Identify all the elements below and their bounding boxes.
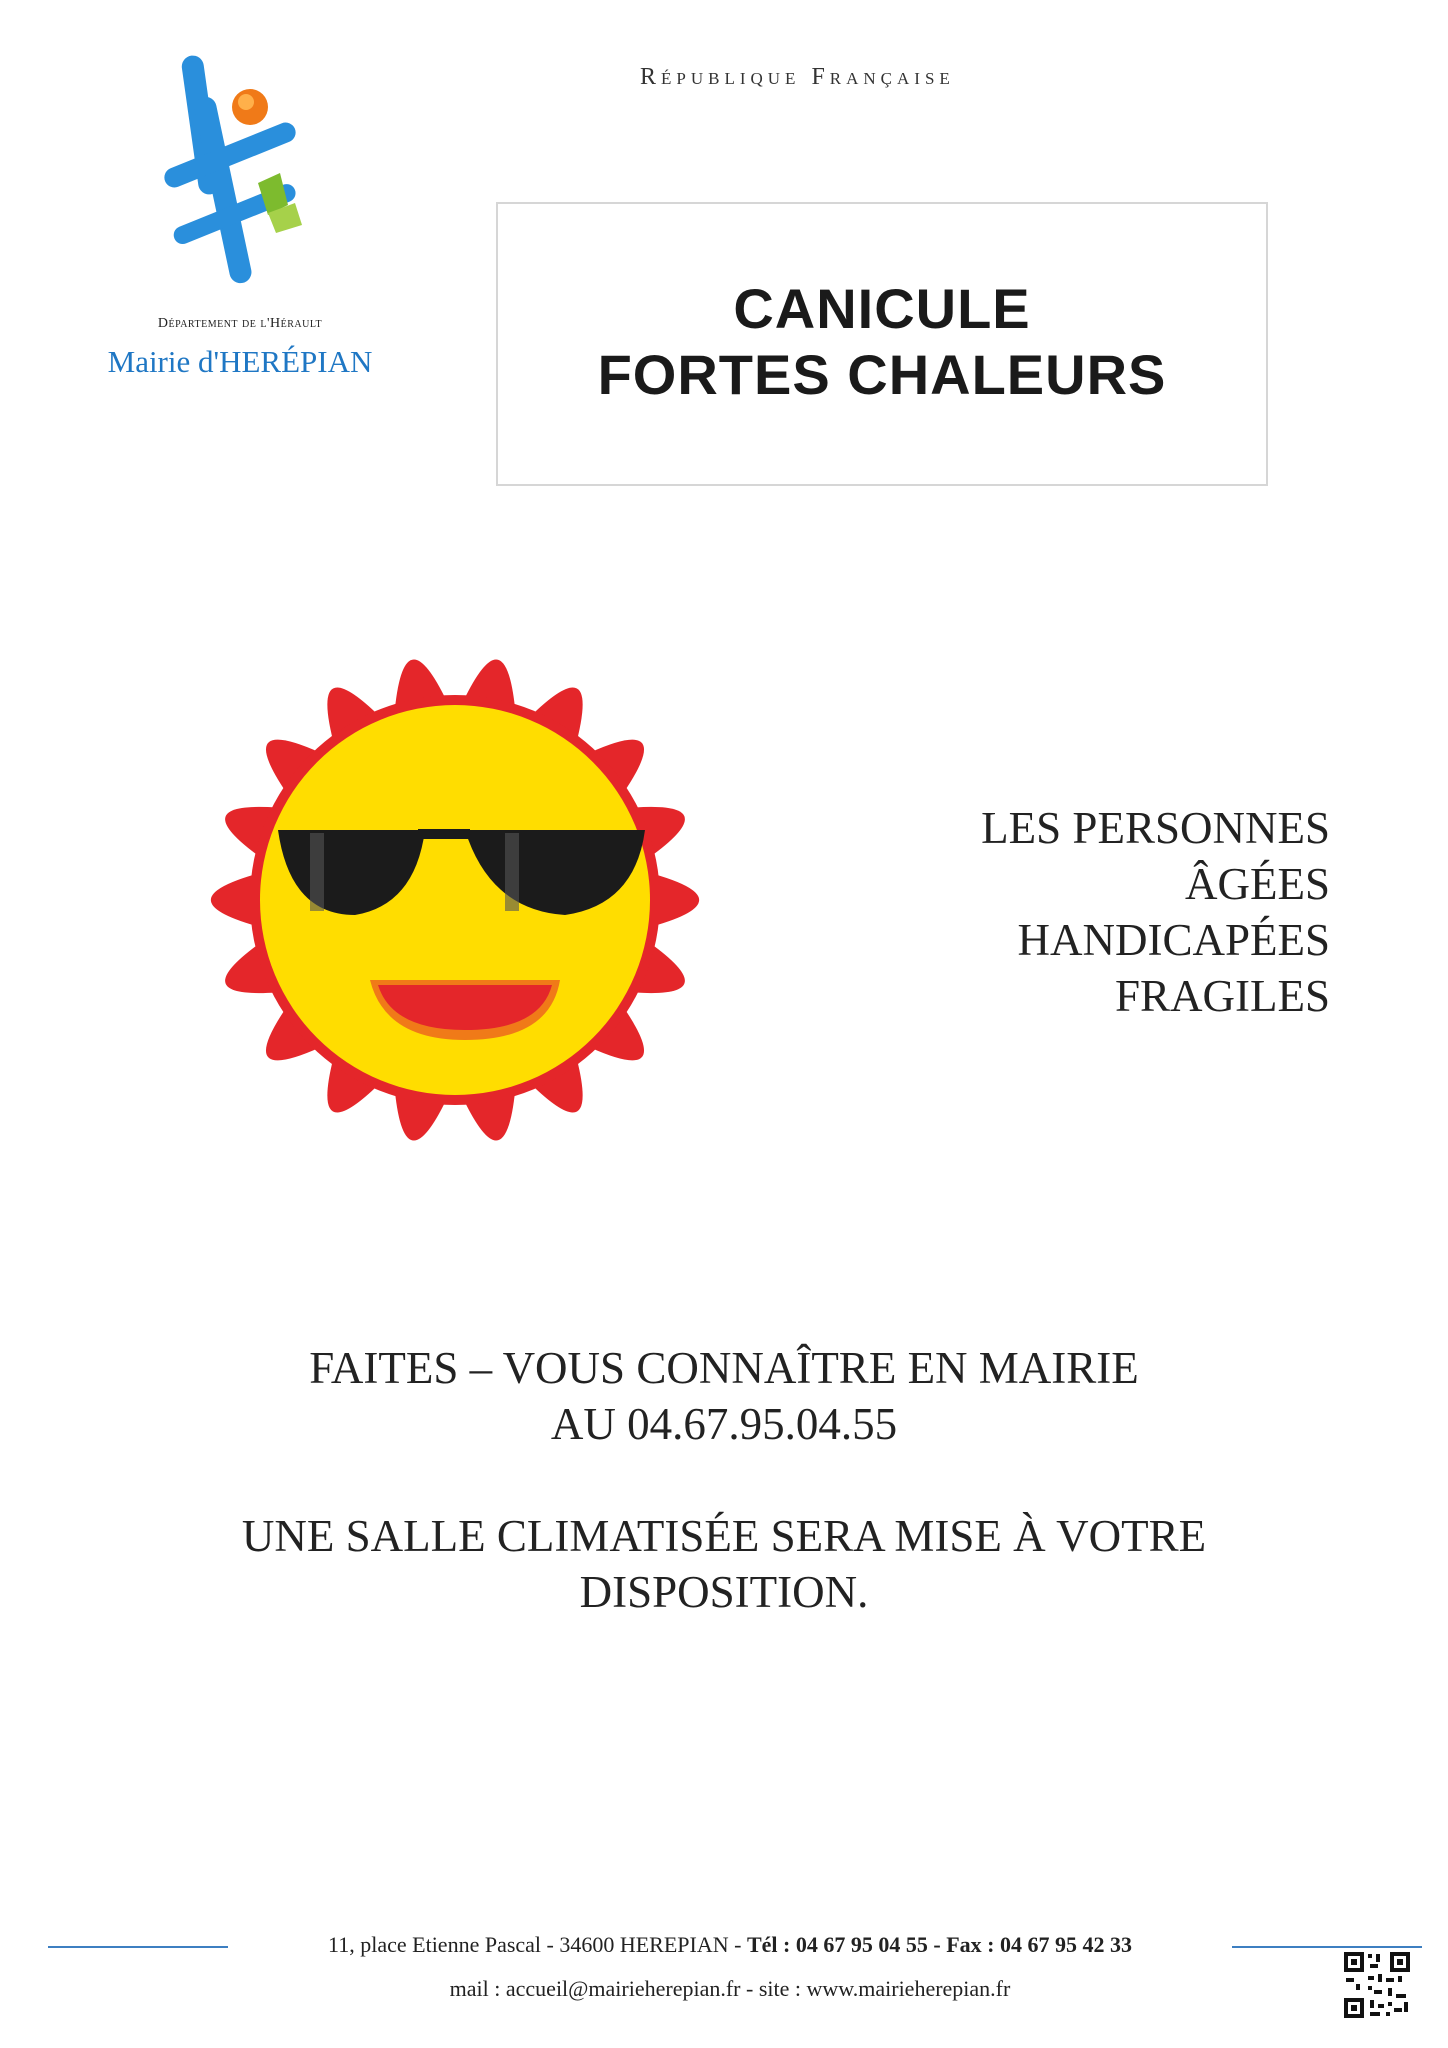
audience-list bbox=[830, 800, 1330, 1024]
footer-address-line bbox=[240, 1932, 1220, 1958]
footer-contact-line bbox=[240, 1976, 1220, 2002]
sun-sunglasses-icon bbox=[160, 605, 750, 1195]
audience-item: FRAGILES bbox=[1114, 971, 1330, 1021]
title-box bbox=[496, 202, 1268, 486]
audience-item: ÂGÉES bbox=[1185, 859, 1330, 909]
air-conditioned-room-message bbox=[0, 1508, 1448, 1620]
footer-site-link[interactable]: www.mairieherepian.fr bbox=[806, 1976, 1011, 2001]
audience-item: HANDICAPÉES bbox=[1017, 915, 1330, 965]
footer-address: 11, place Etienne Pascal - 34600 HEREPIAN - bbox=[328, 1932, 747, 1957]
contact-line-1: FAITES – VOUS CONNAÎTRE EN MAIRIE bbox=[309, 1343, 1139, 1393]
footer-sep: - bbox=[927, 1932, 947, 1957]
title-canicule: CANICULE bbox=[733, 277, 1031, 340]
contact-phone: AU 04.67.95.04.55 bbox=[550, 1399, 898, 1449]
departement-label: Département de l'Hérault bbox=[157, 316, 323, 331]
footer-mail-link[interactable]: accueil@mairieherepian.fr bbox=[505, 1976, 741, 2001]
footer-tel: Tél : 04 67 95 04 55 bbox=[746, 1932, 928, 1957]
qr-code-icon[interactable] bbox=[1342, 1950, 1412, 2020]
sun-ray bbox=[211, 874, 257, 926]
room-line-1: UNE SALLE CLIMATISÉE SERA MISE À VOTRE bbox=[241, 1511, 1207, 1561]
audience-item: LES PERSONNES bbox=[981, 803, 1330, 853]
room-line-2: DISPOSITION. bbox=[579, 1567, 869, 1617]
footer-site-label: - site : bbox=[740, 1976, 807, 2001]
mairie-name: Mairie d'HERÉPIAN bbox=[107, 344, 373, 379]
footer-fax: Fax : 04 67 95 42 33 bbox=[946, 1932, 1132, 1957]
footer-rule-left bbox=[48, 1946, 228, 1948]
footer-rule-right bbox=[1232, 1946, 1422, 1948]
contact-message bbox=[0, 1340, 1448, 1452]
title-fortes-chaleurs: FORTES CHALEURS bbox=[597, 343, 1167, 406]
footer-mail-label: mail : bbox=[449, 1976, 506, 2001]
herepian-logo-icon bbox=[150, 55, 320, 295]
sun-ray bbox=[653, 874, 699, 926]
republique-francaise-label: République Française bbox=[640, 64, 955, 90]
